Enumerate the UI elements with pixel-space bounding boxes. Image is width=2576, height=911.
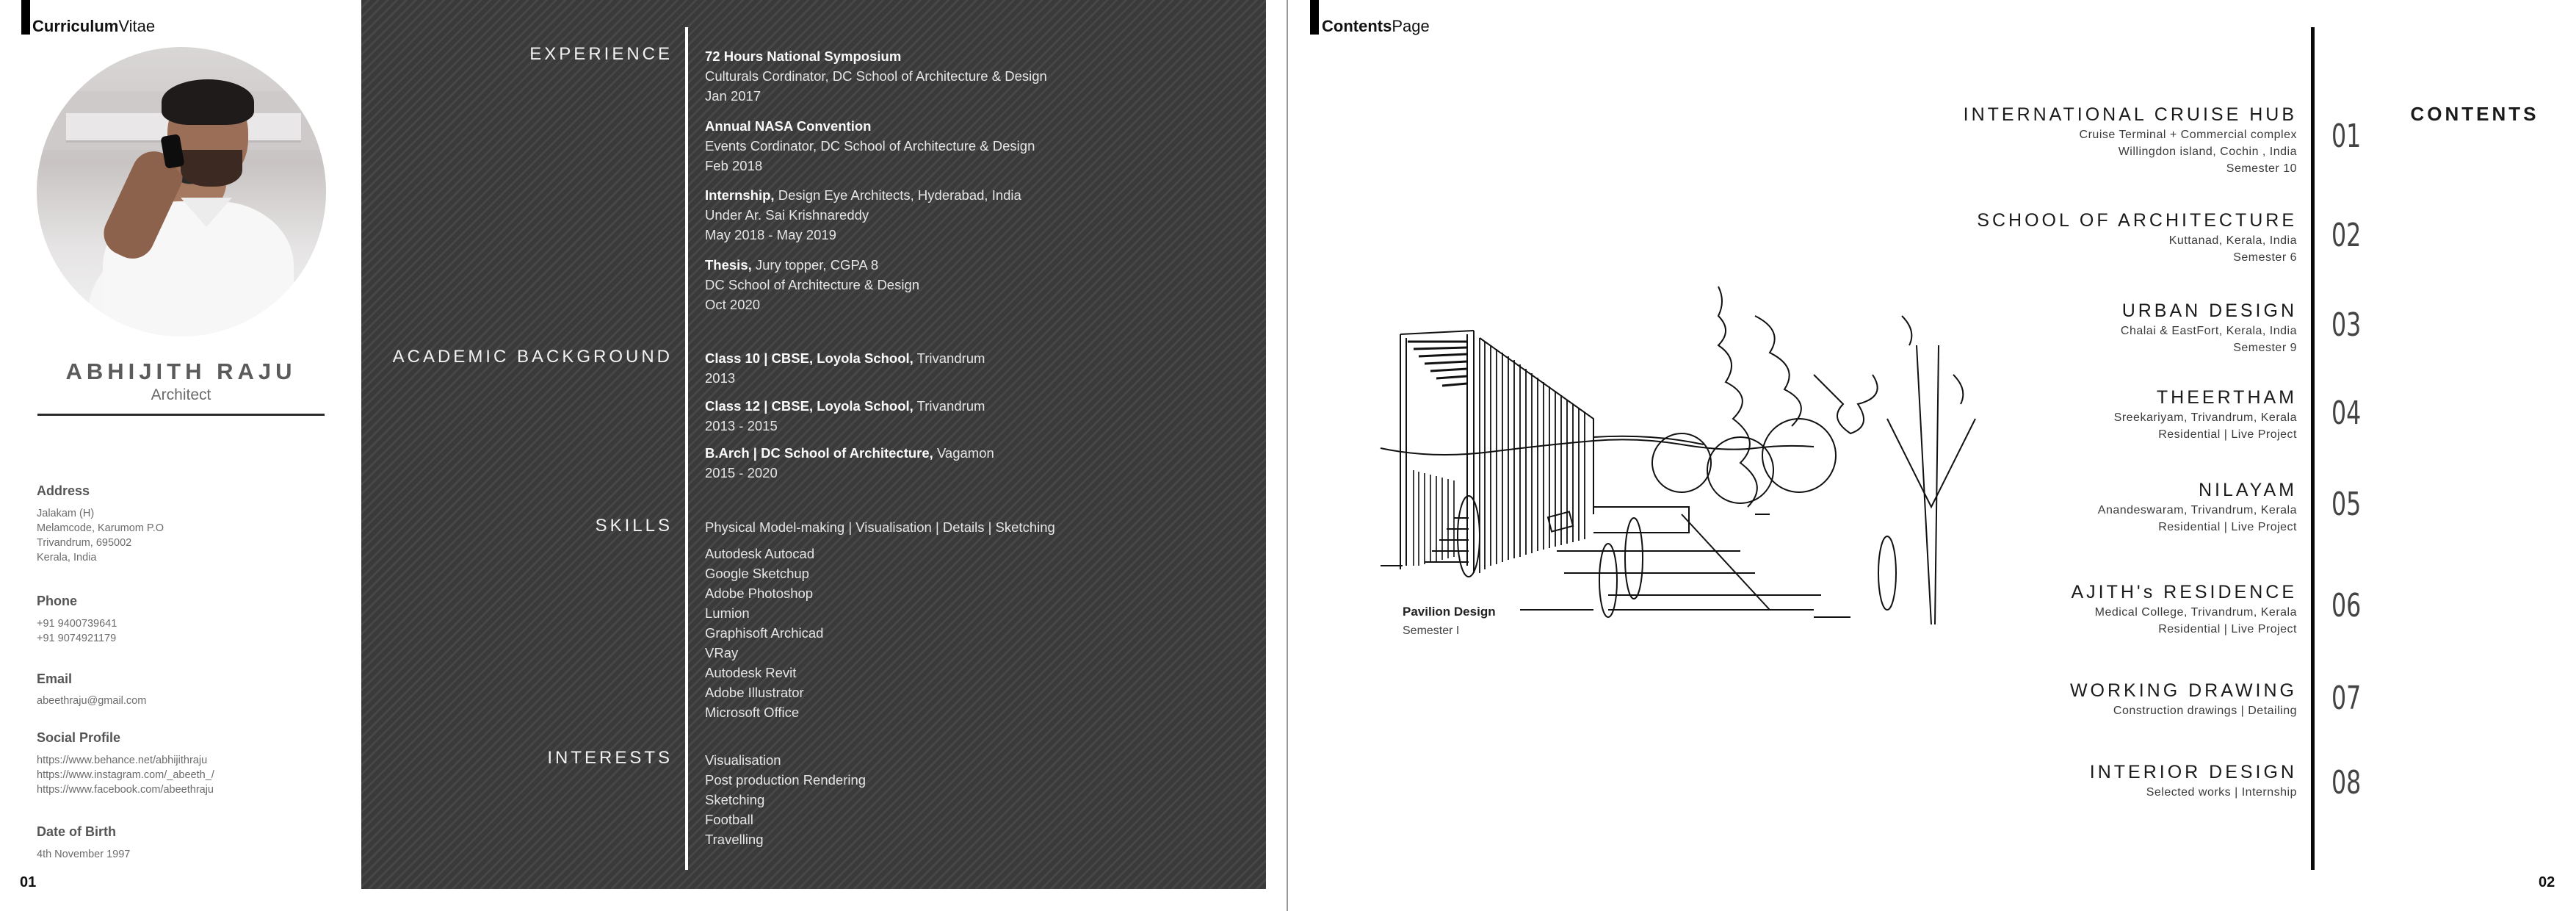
experience-item: Internship, Design Eye Architects, Hyderabad, India Under Ar. Sai Krishnareddy May 2018 - May 2019 [705,187,1021,242]
toc-item-ajiths-residence[interactable]: AJITH's RESIDENCE Medical College, Trivandrum, Kerala Residential | Live Project [2071,582,2297,635]
header-accent-bar [1310,0,1319,35]
sketch-caption-subtitle: Semester I [1403,624,1460,637]
toc-number: 01 [2331,118,2362,155]
phone-label: Phone [37,594,78,608]
dob-value: 4th November 1997 [37,849,131,860]
toc-item-cruise-hub[interactable]: INTERNATIONAL CRUISE HUB Cruise Terminal + Commercial complex Willingdon island, Cochin , India Semester 10 [1963,104,2297,175]
toc-item-theertham[interactable]: THEERTHAM Sreekariyam, Trivandrum, Kerala Residential | Live Project [2113,387,2297,441]
email-label: Email [37,671,73,686]
toc-item-school-of-architecture[interactable]: SCHOOL OF ARCHITECTURE Kuttanad, Kerala, India Semester 6 [1977,210,2297,264]
header-accent-bar [21,0,30,35]
experience-item: Annual NASA Convention Events Cordinator, DC School of Architecture & Design Feb 2018 [705,118,1035,173]
address-value: Jalakam (H) Melamcode, Karumom P.O Trivandrum, 695002 Kerala, India [37,508,164,563]
toc-number: 06 [2331,587,2362,624]
dob-label: Date of Birth [37,824,116,839]
software-list: Autodesk Autocad Google Sketchup Adobe Photoshop Lumion Graphisoft Archicad VRay Autodesk Revit Adobe Illustrator Microsoft Office [705,546,824,720]
pavilion-sketch-image [1373,272,1983,639]
experience-item: 72 Hours National Symposium Culturals Cordinator, DC School of Architecture & Design Jan 2017 [705,48,1047,104]
cv-header-title: CurriculumVitae [32,17,156,35]
page-number-right: 02 [2539,874,2555,890]
academic-item: Class 10 | CBSE, Loyola School, Trivandrum 2013 [705,350,985,386]
profile-role: Architect [151,386,211,403]
page-spread-divider [1287,0,1288,911]
profile-photo [37,47,326,336]
toc-number: 08 [2331,764,2362,802]
academic-item: B.Arch | DC School of Architecture, Vagamon 2015 - 2020 [705,445,994,480]
academic-heading: ACADEMIC BACKGROUND [392,347,673,367]
sketch-caption-title: Pavilion Design [1403,605,1496,619]
toc-number: 07 [2331,680,2362,717]
phone-value: +91 9400739641 +91 9074921179 [37,618,117,644]
email-value[interactable]: abeethraju@gmail.com [37,695,147,707]
profile-name: ABHIJITH RAJU [65,359,297,384]
section-divider-line [685,27,688,870]
behance-link[interactable]: https://www.behance.net/abhijithraju [37,755,208,766]
toc-item-working-drawing[interactable]: WORKING DRAWING Construction drawings | Detailing [2069,680,2297,717]
page-number-left: 01 [20,874,37,890]
toc-number: 04 [2331,395,2362,432]
skills-summary: Physical Model-making | Visualisation | Details | Sketching [705,519,1055,535]
social-profile-label: Social Profile [37,730,121,745]
name-divider [37,414,325,416]
experience-item: Thesis, Jury topper, CGPA 8 DC School of Architecture & Design Oct 2020 [705,257,920,312]
toc-number: 03 [2331,306,2362,344]
toc-item-urban-design[interactable]: URBAN DESIGN Chalai & EastFort, Kerala, India Semester 9 [2120,300,2297,354]
interests-heading: INTERESTS [547,748,673,768]
toc-number: 05 [2331,486,2362,523]
toc-item-interior-design[interactable]: INTERIOR DESIGN Selected works | Internship [2089,762,2297,799]
contents-divider-line [2311,27,2315,870]
toc-item-nilayam[interactable]: NILAYAM Anandeswaram, Trivandrum, Kerala Residential | Live Project [2097,480,2297,533]
social-profile-links [37,753,214,797]
academic-item: Class 12 | CBSE, Loyola School, Trivandrum 2013 - 2015 [705,398,985,433]
address-label: Address [37,483,90,498]
experience-heading: EXPERIENCE [529,44,673,64]
interests-list: Visualisation Post production Rendering Sketching Football Travelling [705,752,866,847]
skills-heading: SKILLS [595,516,673,536]
instagram-link[interactable]: https://www.instagram.com/_abeeth_/ [37,769,214,781]
contents-header-title: ContentsPage [1322,17,1430,35]
contents-title: CONTENTS [2410,103,2539,125]
toc-number: 02 [2331,217,2362,254]
facebook-link[interactable]: https://www.facebook.com/abeethraju [37,784,214,796]
